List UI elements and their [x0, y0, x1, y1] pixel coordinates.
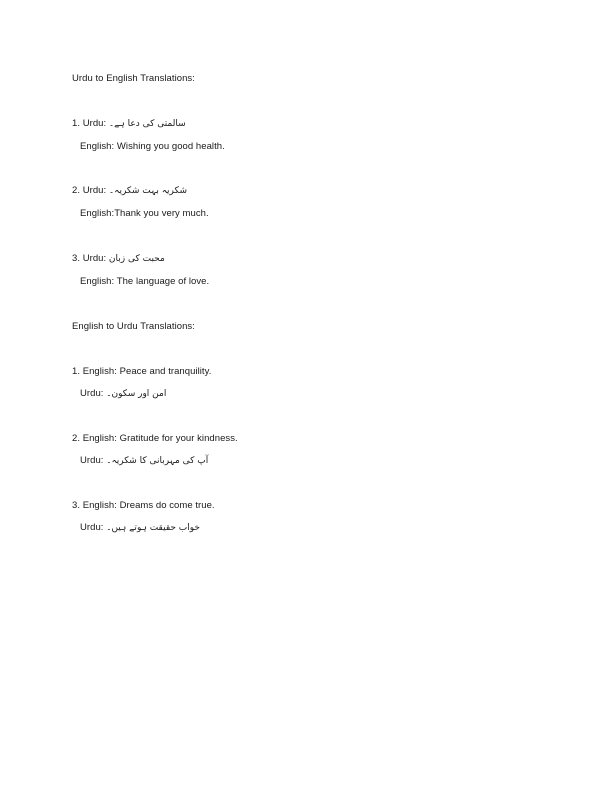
- section-heading-english-to-urdu: English to Urdu Translations:: [72, 321, 195, 332]
- item-4-english-line: [72, 366, 211, 378]
- item-6-urdu-line: [80, 522, 200, 534]
- item-2-english-line: [80, 208, 209, 220]
- item-label: 2. English:: [72, 433, 117, 444]
- item-3-urdu-line: [72, 253, 165, 265]
- english-text: Wishing you good health.: [116, 141, 225, 152]
- urdu-text: محبت کی زبان: [108, 254, 165, 264]
- item-6-english-line: [72, 500, 215, 512]
- item-label: 3. Urdu:: [72, 253, 107, 264]
- item-5-english-line: [72, 433, 238, 445]
- item-label: Urdu:: [80, 388, 104, 399]
- item-1-urdu-line: [72, 118, 186, 130]
- item-2-urdu-line: [72, 185, 187, 197]
- item-1-english-line: [80, 141, 225, 153]
- item-label: 2. Urdu:: [72, 185, 107, 196]
- english-text: Thank you very much.: [114, 208, 209, 219]
- english-text: The language of love.: [116, 276, 210, 287]
- urdu-text: آپ کی مہربانی کا شکریہ۔: [106, 456, 209, 466]
- item-label: Urdu:: [80, 455, 104, 466]
- section-heading-urdu-to-english: Urdu to English Translations:: [72, 73, 195, 84]
- item-label: Urdu:: [80, 522, 104, 533]
- urdu-text: سالمتی کی دعا ہے۔: [108, 119, 186, 129]
- english-text: Gratitude for your kindness.: [119, 433, 238, 444]
- urdu-text: امن اور سکون۔: [106, 389, 167, 399]
- item-label: 1. English:: [72, 366, 117, 377]
- item-label: English:: [80, 276, 115, 287]
- item-label: English:: [80, 141, 115, 152]
- item-label: 3. English:: [72, 500, 117, 511]
- item-5-urdu-line: [80, 455, 208, 467]
- english-text: Dreams do come true.: [119, 500, 215, 511]
- item-label: English:: [80, 208, 115, 219]
- item-4-urdu-line: [80, 388, 166, 400]
- english-text: Peace and tranquility.: [119, 366, 212, 377]
- item-label: 1. Urdu:: [72, 118, 107, 129]
- urdu-text: شکریہ بہت شکریہ۔: [108, 186, 188, 196]
- urdu-text: خواب حقیقت ہوتے ہیں۔: [106, 523, 200, 533]
- item-3-english-line: [80, 276, 209, 288]
